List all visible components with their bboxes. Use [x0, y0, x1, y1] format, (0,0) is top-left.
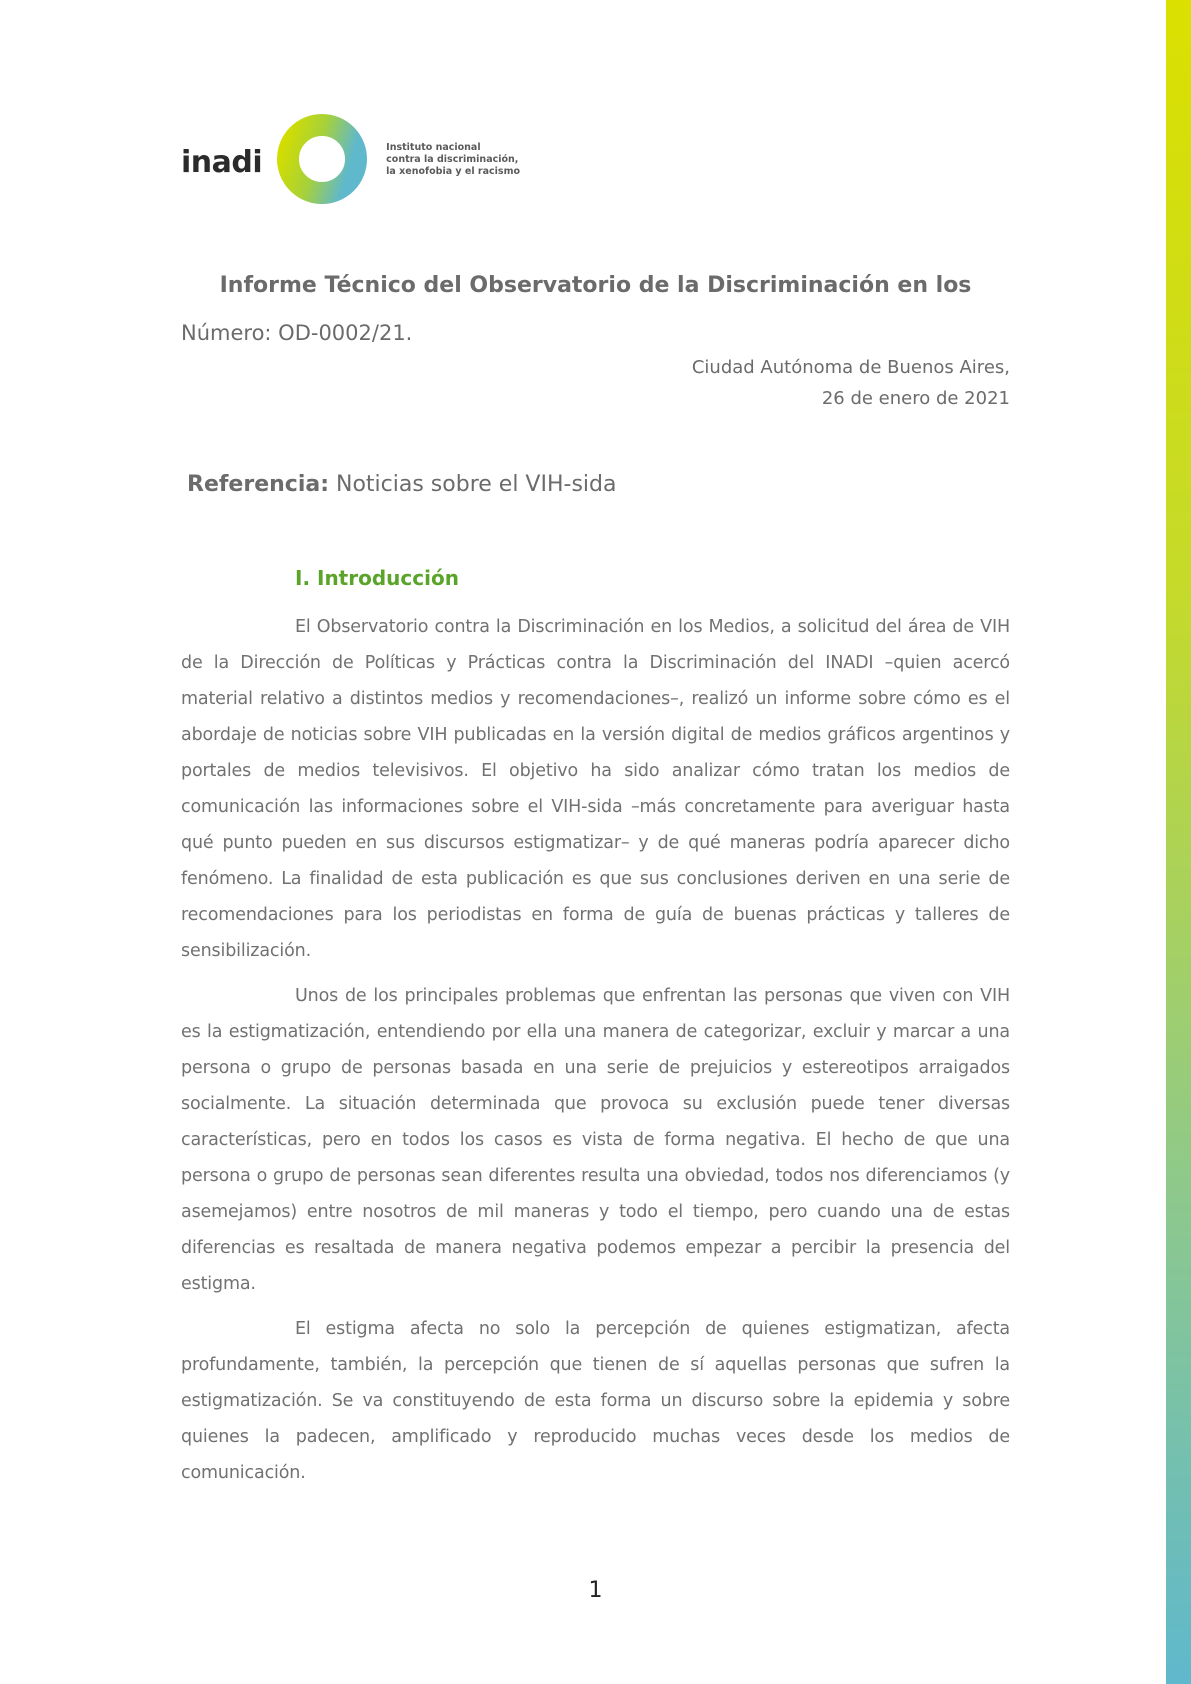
- reference-label: Referencia:: [187, 472, 330, 497]
- document-number: Número: OD-0002/21.: [181, 321, 413, 345]
- place-and-date: [692, 352, 1010, 414]
- logo-tagline-line: la xenofobia y el racismo: [386, 166, 520, 177]
- ring-logo-icon: [276, 113, 368, 205]
- paragraph: Unos de los principales problemas que enfrentan las personas que viven con VIH es la estigmatización, entendiendo por ella una manera de categorizar, excluir y marcar a una persona o grupo de personas basada en una serie de prejuicios y estereotipos arraigados socialmente. La situación determinada que provoca su exclusión puede tener diversas características, pero en todos los casos es vista de forma negativa. El hecho de que una persona o grupo de personas sean diferentes resulta una obviedad, todos nos diferenciamos (y asemejamos) entre nosotros de mil maneras y todo el tiempo, pero cuando una de estas diferencias es resaltada de manera negativa podemos empezar a percibir la presencia del estigma.: [181, 986, 1010, 1294]
- logo-wordmark: inadi: [181, 144, 263, 180]
- section-heading: I. Introducción: [295, 566, 459, 590]
- paragraph: El Observatorio contra la Discriminación en los Medios, a solicitud del área de VIH de la Dirección de Políticas y Prácticas contra la Discriminación del INADI –quien acercó material relativo a distintos medios y recomendaciones–, realizó un informe sobre cómo es el abordaje de noticias sobre VIH publicadas en la versión digital de medios gráficos argentinos y portales de medios televisivos. El objetivo ha sido analizar cómo tratan los medios de comunicación las informaciones sobre el VIH-sida –más concretamente para averiguar hasta qué punto pueden en sus discursos estigmatizar– y de qué maneras podría aparecer dicho fenómeno. La finalidad de esta publicación es que sus conclusiones deriven en una serie de recomendaciones para los periodistas en forma de guía de buenas prácticas y talleres de sensibilización.: [181, 617, 1010, 961]
- date: 26 de enero de 2021: [821, 388, 1010, 409]
- inadi-logo: [181, 113, 520, 205]
- body-text: [181, 609, 1010, 1500]
- decorative-gradient-bar: [1166, 0, 1191, 1684]
- logo-tagline-line: contra la discriminación,: [386, 154, 519, 165]
- document-title: Informe Técnico del Observatorio de la Discriminación en los: [219, 273, 972, 298]
- reference-value: Noticias sobre el VIH-sida: [329, 472, 617, 497]
- logo-tagline-line: Instituto nacional: [386, 142, 481, 153]
- page-number: 1: [588, 1578, 603, 1603]
- paragraph: El estigma afecta no solo la percepción de quienes estigmatizan, afecta profundamente, también, la percepción que tienen de sí aquellas personas que sufren la estigmatización. Se va constituyendo de esta forma un discurso sobre la epidemia y sobre quienes la padecen, amplificado y reproducido muchas veces desde los medios de comunicación.: [181, 1319, 1010, 1483]
- reference-line: [187, 472, 616, 497]
- place: Ciudad Autónoma de Buenos Aires,: [691, 357, 1010, 378]
- logo-tagline: [386, 142, 520, 178]
